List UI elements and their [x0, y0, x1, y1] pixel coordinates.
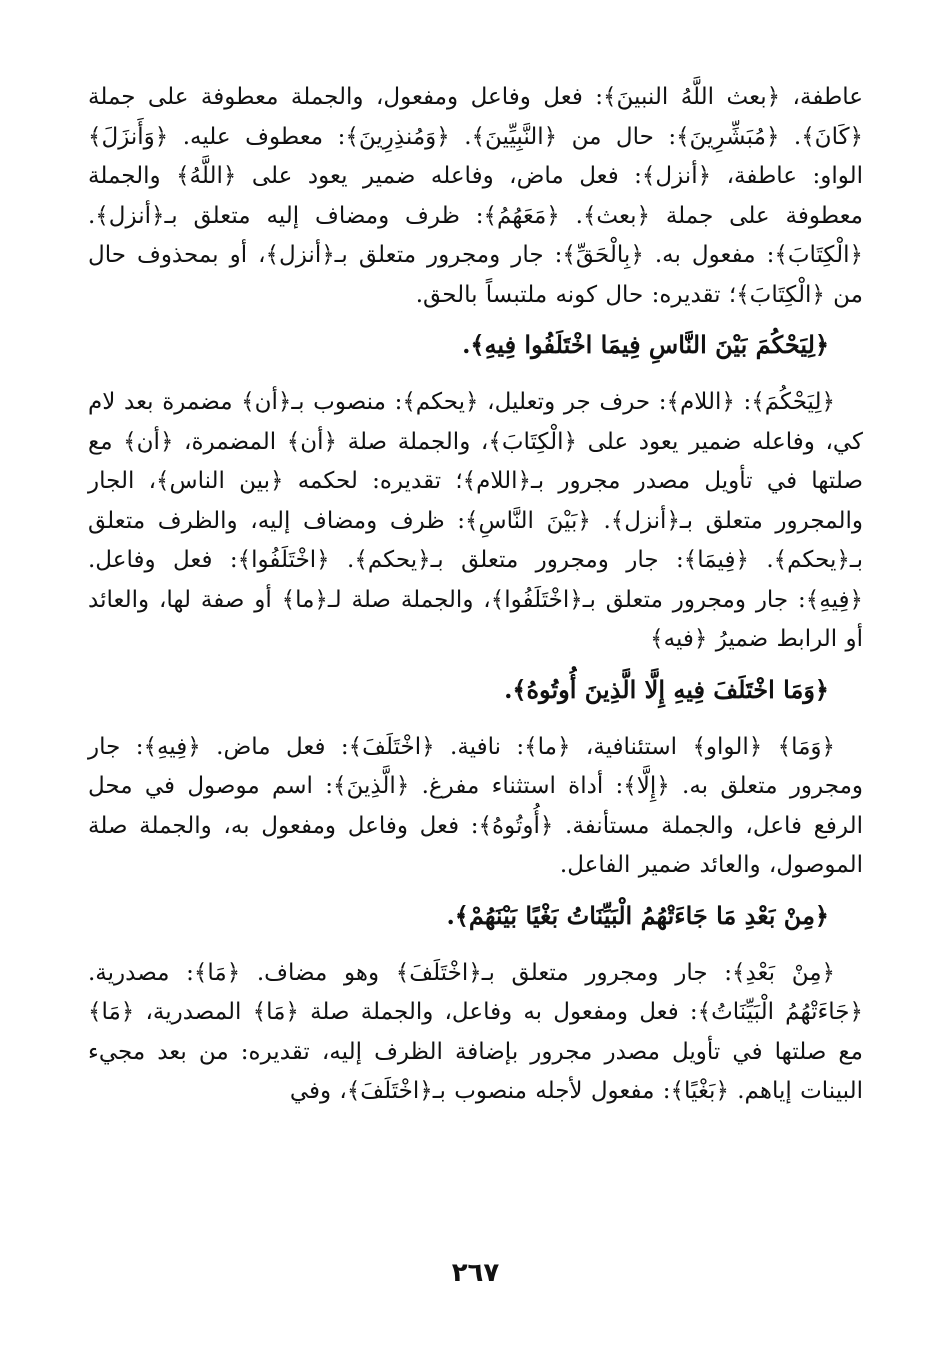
paragraph-3: ﴿وَمَا﴾ ﴿الواو﴾ استئنافية، ﴿ما﴾: نافية. ﴿اخْتَلَفَ﴾: فعل ماض. ﴿فِيهِ﴾: جار ومجرور متعلق به. ﴿إِلَّا﴾: أداة استثناء مفرغ. ﴿الَّذِينَ﴾: اسم موصول في محل الرفع فاعل، والجملة مستأنفة. ﴿أُوتُوهُ﴾: فعل وفاعل ومفعول به، والجملة صلة الموصول، والعائد ضمير الفاعل.	[88, 733, 863, 878]
page-number: ٢٦٧	[451, 1258, 500, 1288]
paragraph-2: ﴿لِيَحْكُمَ﴾: ﴿اللام﴾: حرف جر وتعليل، ﴿يحكم﴾: منصوب بـ﴿أن﴾ مضمرة بعد لام كي، وفاعله ضمير يعود على ﴿الْكِتَابَ﴾، والجملة صلة ﴿أن﴾ المضمرة، ﴿أن﴾ مع صلتها في تأويل مصدر مجرور بـ﴿اللام﴾؛ تقديره: لحكمه ﴿بين الناس﴾، الجار والمجرور متعلق بـ﴿أنزل﴾. ﴿بَيْنَ النَّاسِ﴾: ظرف ومضاف إليه، والظرف متعلق بـ﴿يحكم﴾. ﴿فِيمَا﴾: جار ومجرور متعلق بـ﴿يحكم﴾. ﴿اخْتَلَفُوا﴾: فعل وفاعل. ﴿فِيهِ﴾: جار ومجرور متعلق بـ﴿اخْتَلَفُوا﴾، والجملة صلة لـ﴿ما﴾ أو صفة لها، والعائد أو الرابط ضميرُ ﴿فيه﴾	[88, 389, 863, 652]
page-body	[88, 78, 863, 1112]
paragraph-1: عاطفة، ﴿بعث اللَّهُ النبينَ﴾: فعل وفاعل ومفعول، والجملة معطوفة على جملة ﴿كَانَ﴾. ﴿مُبَشِّرِينَ﴾: حال من ﴿النَّبِيِّينَ﴾. ﴿وَمُنذِرِينَ﴾: معطوف عليه. ﴿وَأَنزَلَ﴾ الواو: عاطفة، ﴿أنزل﴾: فعل ماض، وفاعله ضمير يعود على ﴿اللَّهُ﴾ والجملة معطوفة على جملة ﴿بعث﴾. ﴿مَعَهُمُ﴾: ظرف ومضاف إليه متعلق بـ﴿أنزل﴾. ﴿الْكِتَابَ﴾: مفعول به. ﴿بِالْحَقِّ﴾: جار ومجرور متعلق بـ﴿أنزل﴾، أو بمحذوف حال من ﴿الْكِتَابَ﴾؛ تقديره: حال كونه ملتبساً بالحق.	[88, 84, 863, 308]
quran-verse-3: ﴿مِنْ بَعْدِ مَا جَاءَتْهُمُ الْبَيِّنَاتُ بَغْيًا بَيْنَهُمْ﴾.	[446, 900, 829, 930]
quran-verse-1: ﴿لِيَحْكُمَ بَيْنَ النَّاسِ فِيمَا اخْتَلَفُوا فِيهِ﴾.	[462, 330, 829, 359]
quran-verse-2: ﴿وَمَا اخْتَلَفَ فِيهِ إِلَّا الَّذِينَ أُوتُوهُ﴾.	[504, 674, 829, 704]
paragraph-4: ﴿مِنْ بَعْدِ﴾: جار ومجرور متعلق بـ﴿اخْتَلَفَ﴾ وهو مضاف. ﴿مَا﴾: مصدرية. ﴿جَاءَتْهُمُ الْبَيِّنَاتُ﴾: فعل ومفعول به وفاعل، والجملة صلة ﴿مَا﴾ المصدرية، ﴿مَا﴾ مع صلتها في تأويل مصدر مجرور بإضافة الظرف إليه، تقديره: من بعد مجيء البينات إياهم. ﴿بَغْيًا﴾: مفعول لأجله منصوب بـ﴿اخْتَلَفَ﴾، وفي	[88, 959, 863, 1104]
